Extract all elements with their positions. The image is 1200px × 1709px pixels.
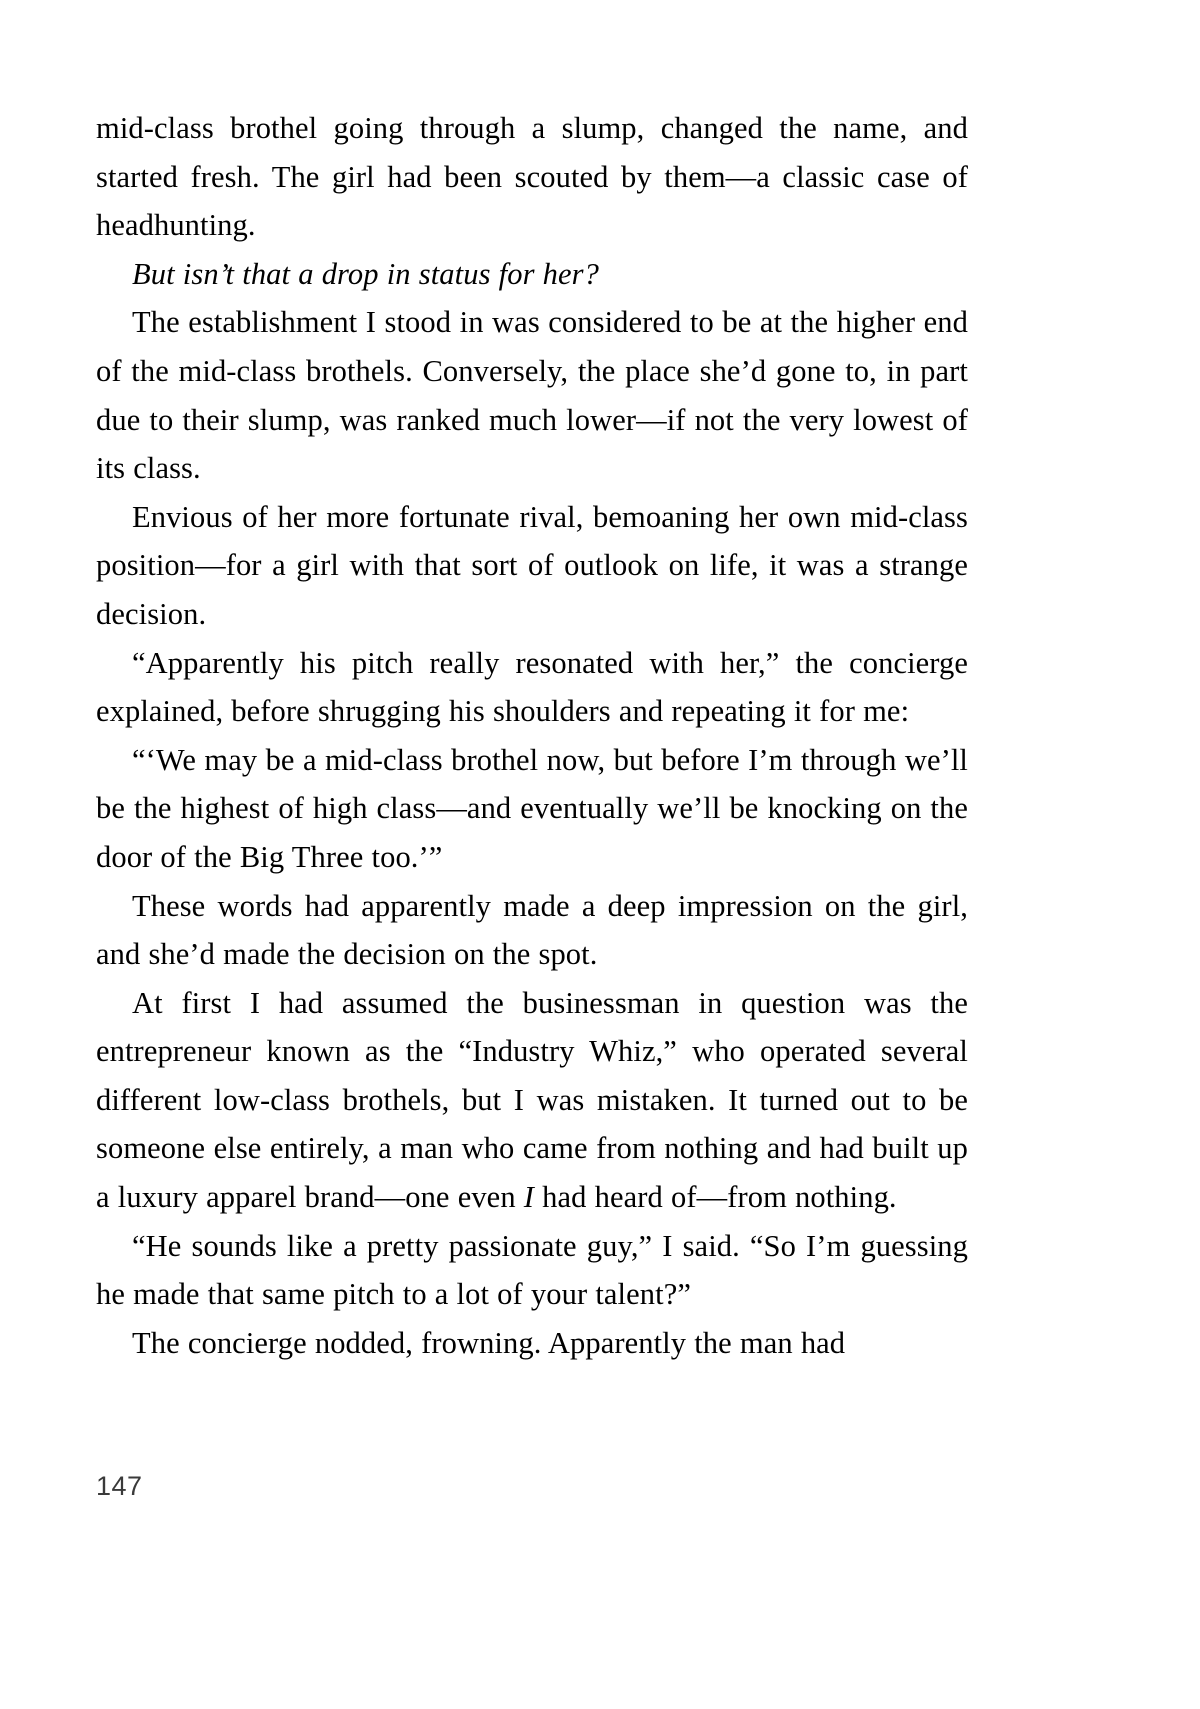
paragraph-quoted-pitch: “‘We may be a mid-class brothel now, but before I’m through we’ll be the highest of high class—and eventually we’ll be knocking on the door of the Big Three too.’” <box>96 742 968 874</box>
paragraph-envious: Envious of her more fortunate rival, bemoaning her own mid-class position—for a girl with that sort of outlook on life, it was a strange decision. <box>96 499 968 631</box>
paragraph-continuation: mid-class brothel going through a slump, changed the name, and started fresh. The girl had been scouted by them—a classic case of headhunting. <box>96 111 968 243</box>
paragraph-businessman-text-before: At first I had assumed the businessman in question was the entrepreneur known as the “Industry Whiz,” who operated several different low-class brothels, but I was mistaken. It turned out to be someone else entirely, a man who came from nothing and had built up a luxury apparel brand—one even <box>96 985 968 1215</box>
paragraph-businessman <box>96 979 968 1222</box>
paragraph-impression: These words had apparently made a deep impression on the girl, and she’d made the decision on the spot. <box>96 888 968 972</box>
paragraph-concierge-explained: “Apparently his pitch really resonated with her,” the concierge explained, before shrugging his shoulders and repeating it for me: <box>96 645 968 729</box>
paragraph-passionate-guy: “He sounds like a pretty passionate guy,” I said. “So I’m guessing he made that same pitch to a lot of your talent?” <box>96 1228 968 1312</box>
paragraph-italic-thought: But isn’t that a drop in status for her? <box>132 256 599 291</box>
paragraph-establishment: The establishment I stood in was considered to be at the higher end of the mid-class brothels. Conversely, the place she’d gone to, in part due to their slump, was ranked much lower—if not the very lowest of its class. <box>96 305 968 486</box>
emphasis-pronoun-i: I <box>523 1180 535 1215</box>
paragraph-concierge-nodded: The concierge nodded, frowning. Apparently the man had <box>132 1325 846 1360</box>
page-number: 147 <box>96 1471 143 1501</box>
paragraph-businessman-text-after: had heard of—from nothing. <box>534 1180 897 1215</box>
page-text-block <box>96 104 968 1367</box>
